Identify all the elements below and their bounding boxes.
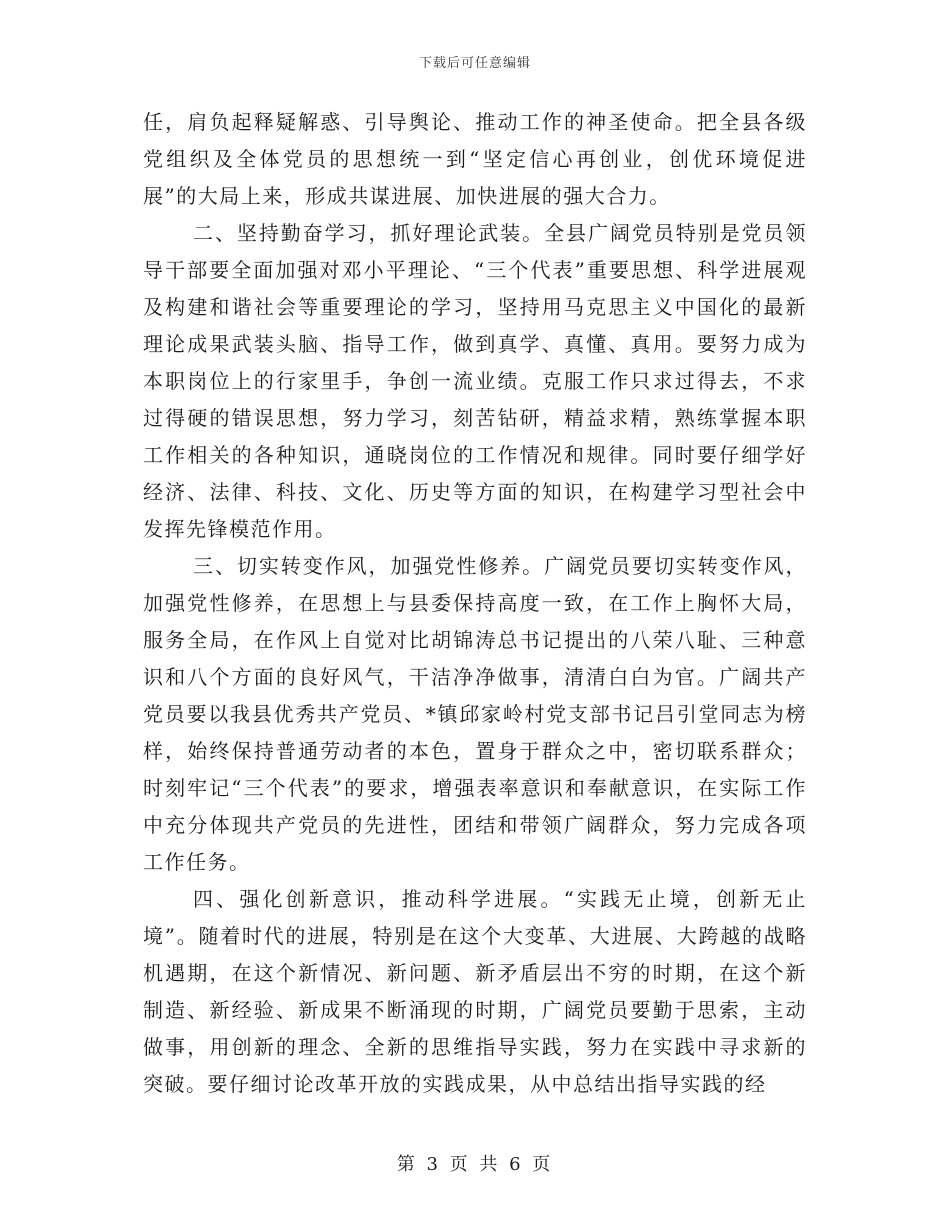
paragraph-section-4: 四、强化创新意识，推动科学进展。“实践无止境，创新无止境”。随着时代的进展，特别是在这个大变革、大进展、大跨越的战略机遇期，在这个新情况、新问题、新矛盾层出不穷的时期，在这个新制造、新经验、新成果不断涌现的时期，广阔党员要勤于思索，主动做事，用创新的理念、全新的思维指导实践，努力在实践中寻求新的突破。要仔细讨论改革开放的实践成果，从中总结出指导实践的经: [143, 887, 807, 1096]
header-note: 下载后可任意编辑: [418, 56, 531, 71]
paragraph-continuation: 任，肩负起释疑解惑、引导舆论、推动工作的神圣使命。把全县各级党组织及全体党员的思想统一到“坚定信心再创业，创优环境促进展”的大局上来，形成共谋进展、加快进展的强大合力。: [143, 110, 807, 208]
page-number-footer: 第 3 页 共 6 页: [396, 1154, 554, 1175]
paragraph-section-2: 二、坚持勤奋学习，抓好理论武装。全县广阔党员特别是党员领导干部要全面加强对邓小平理论、“三个代表”重要思想、科学进展观及构建和谐社会等重要理论的学习，坚持用马克思主义中国化的最新理论成果武装头脑、指导工作，做到真学、真懂、真用。要努力成为本职岗位上的行家里手，争创一流业绩。克服工作只求过得去，不求过得硬的错误思想，努力学习，刻苦钻研，精益求精，熟练掌握本职工作相关的各种知识，通晓岗位的工作情况和规律。同时要仔细学好经济、法律、科技、文化、历史等方面的知识，在构建学习型社会中发挥先锋模范作用。: [143, 221, 807, 541]
paragraph-section-3: 三、切实转变作风，加强党性修养。广阔党员要切实转变作风，加强党性修养，在思想上与县委保持高度一致，在工作上胸怀大局，服务全局，在作风上自觉对比胡锦涛总书记提出的八荣八耻、三种意识和八个方面的良好风气，干洁净净做事，清清白白为官。广阔共产党员要以我县优秀共产党员、*镇邱家岭村党支部书记吕引堂同志为榜样，始终保持普通劳动者的本色，置身于群众之中，密切联系群众；时刻牢记“三个代表”的要求，增强表率意识和奉献意识，在实际工作中充分体现共产党员的先进性，团结和带领广阔群众，努力完成各项工作任务。: [143, 554, 807, 874]
document-body: [143, 104, 807, 1103]
